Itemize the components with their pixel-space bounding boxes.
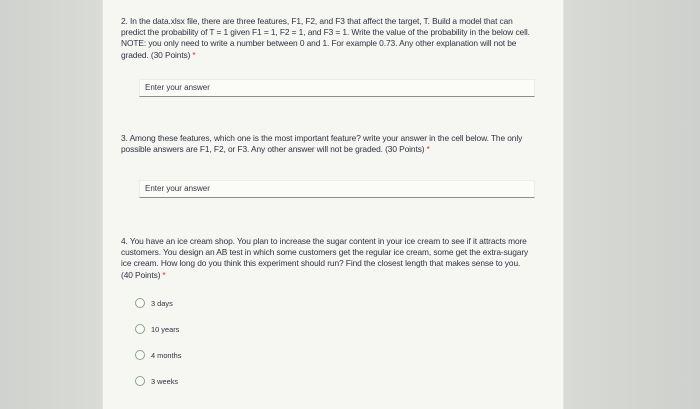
form-card	[102, 0, 564, 409]
question-3-text	[121, 133, 533, 155]
option-label: 3 days	[151, 298, 173, 308]
left-background	[0, 0, 102, 409]
question-3-body: Among these features, which one is the most important feature? write your answer in the cell below. The only possible answers are F1, F2, or F3. Any other answer will not be graded. (30 Points)	[121, 133, 523, 155]
question-3	[121, 133, 533, 155]
question-4-number: 4.	[121, 236, 128, 246]
radio-icon[interactable]	[135, 324, 145, 334]
question-3-answer-placeholder: Enter your answer	[145, 184, 210, 193]
option-label: 3 weeks	[151, 376, 179, 386]
question-2-number: 2.	[121, 16, 128, 26]
option-3-days[interactable]	[135, 296, 173, 310]
question-4	[121, 236, 533, 281]
question-2-answer-input[interactable]	[139, 79, 535, 97]
question-3-required-mark: *	[426, 144, 430, 155]
option-10-years[interactable]	[135, 322, 179, 336]
option-3-weeks[interactable]	[135, 374, 178, 388]
option-label: 10 years	[151, 324, 180, 334]
right-background	[564, 0, 700, 409]
question-3-number: 3.	[121, 133, 128, 143]
question-2-answer-placeholder: Enter your answer	[145, 83, 210, 92]
question-3-answer-input[interactable]	[139, 180, 535, 198]
question-2-text	[121, 16, 533, 61]
radio-icon[interactable]	[135, 350, 145, 360]
question-4-text	[121, 236, 533, 281]
question-4-body: You have an ice cream shop. You plan to increase the sugar content in your ice cream to see if it attracts more customers. You design an AB test in which some customers get the regular ice cream, some get the extra-sugary ice cream. How long do you think this experiment should run? Find the closest length that makes sense to you. (40 Points)	[121, 236, 529, 280]
question-2	[121, 16, 533, 61]
option-label: 4 months	[151, 350, 182, 360]
question-2-required-mark: *	[192, 49, 196, 60]
radio-icon[interactable]	[135, 298, 145, 308]
question-4-required-mark: *	[162, 269, 166, 280]
radio-icon[interactable]	[135, 376, 145, 386]
option-4-months[interactable]	[135, 348, 181, 362]
question-2-body: In the data.xlsx file, there are three features, F1, F2, and F3 that affect the target, T. Build a model that can predict the probability of T = 1 given F1 = 1, F2 = 1, and F3 = 1. Write the value of the probability in the below cell. NOTE: you only need to write a number between 0 and 1. For example 0.73. Any other explanation will not be graded. (30 Points)	[121, 16, 530, 60]
